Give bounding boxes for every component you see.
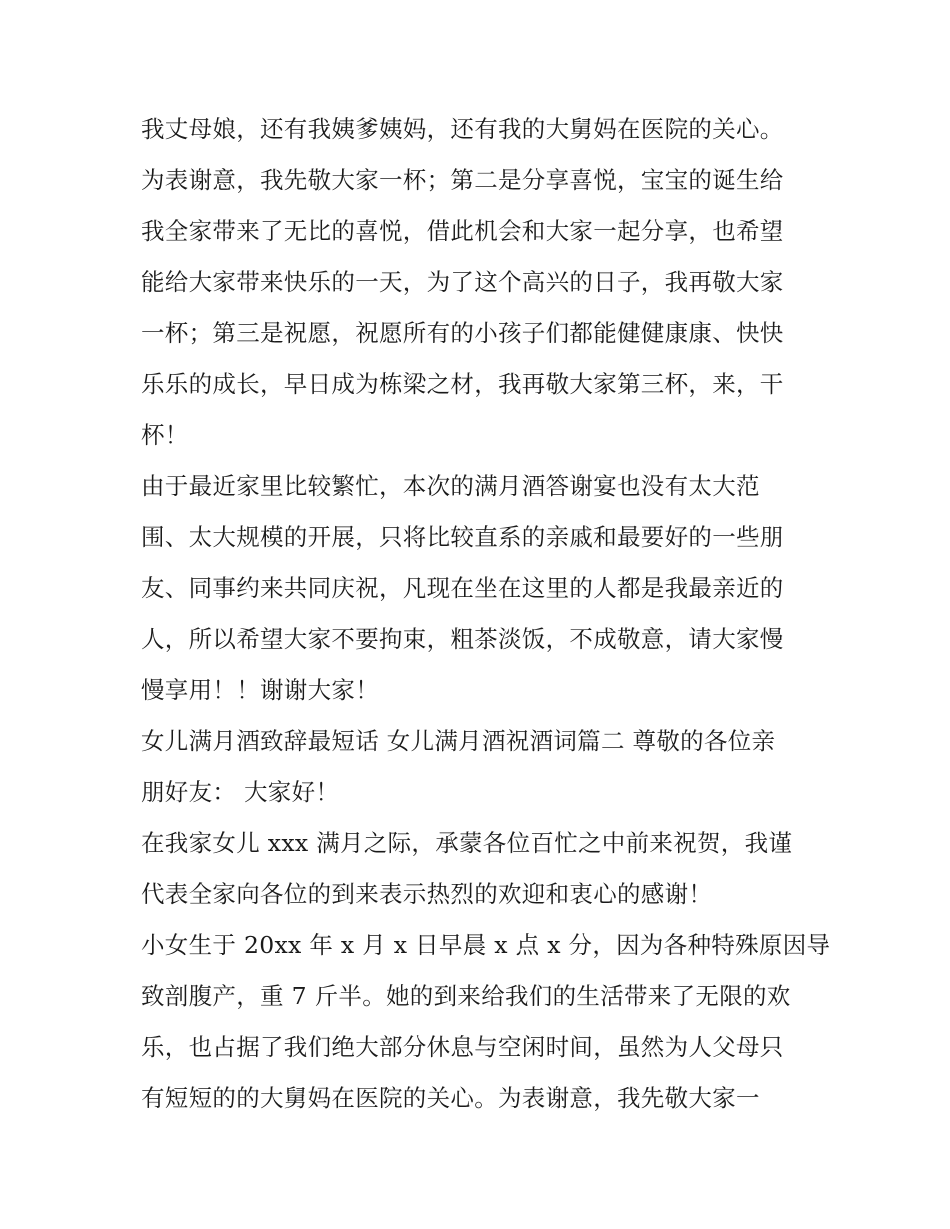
text-line: 能给大家带来快乐的一天，为了这个高兴的日子，我再敬大家 — [141, 268, 784, 296]
text-line: 我丈母娘，还有我姨爹姨妈，还有我的大舅妈在医院的关心。 — [141, 115, 784, 143]
text-line: 小女生于 20xx 年 x 月 x 日早晨 x 点 x 分，因为各种特殊原因导 — [141, 931, 831, 959]
text-line: 有短短的的大舅妈在医院的关心。为表谢意，我先敬大家一 — [141, 1084, 760, 1112]
text-line: 杯！ — [141, 421, 189, 449]
text-line: 我全家带来了无比的喜悦，借此机会和大家一起分享，也希望 — [141, 217, 784, 245]
text-line: 友、同事约来共同庆祝，凡现在坐在这里的人都是我最亲近的 — [141, 574, 784, 602]
text-line: 代表全家向各位的到来表示热烈的欢迎和衷心的感谢！ — [141, 880, 713, 908]
text-line: 一杯；第三是祝愿，祝愿所有的小孩子们都能健健康康、快快 — [141, 319, 784, 347]
text-line: 乐，也占据了我们绝大部分休息与空闲时间，虽然为人父母只 — [141, 1033, 784, 1061]
text-line: 慢享用！！谢谢大家！ — [141, 676, 379, 704]
text-line: 人，所以希望大家不要拘束，粗茶淡饭，不成敬意，请大家慢 — [141, 625, 784, 653]
text-line: 致剖腹产，重 7 斤半。她的到来给我们的生活带来了无限的欢 — [141, 982, 791, 1010]
text-line: 朋好友： 大家好！ — [141, 778, 340, 806]
text-line: 围、太大规模的开展，只将比较直系的亲戚和最要好的一些朋 — [141, 523, 784, 551]
text-line: 为表谢意，我先敬大家一杯；第二是分享喜悦，宝宝的诞生给 — [141, 166, 784, 194]
text-line: 乐乐的成长，早日成为栋梁之材，我再敬大家第三杯，来，干 — [141, 370, 784, 398]
text-line: 由于最近家里比较繁忙，本次的满月酒答谢宴也没有太大范 — [141, 472, 760, 500]
text-line: 女儿满月酒致辞最短话 女儿满月酒祝酒词篇二 尊敬的各位亲 — [141, 727, 776, 755]
document-body — [141, 104, 831, 1124]
text-line: 在我家女儿 xxx 满月之际，承蒙各位百忙之中前来祝贺，我谨 — [141, 829, 793, 857]
